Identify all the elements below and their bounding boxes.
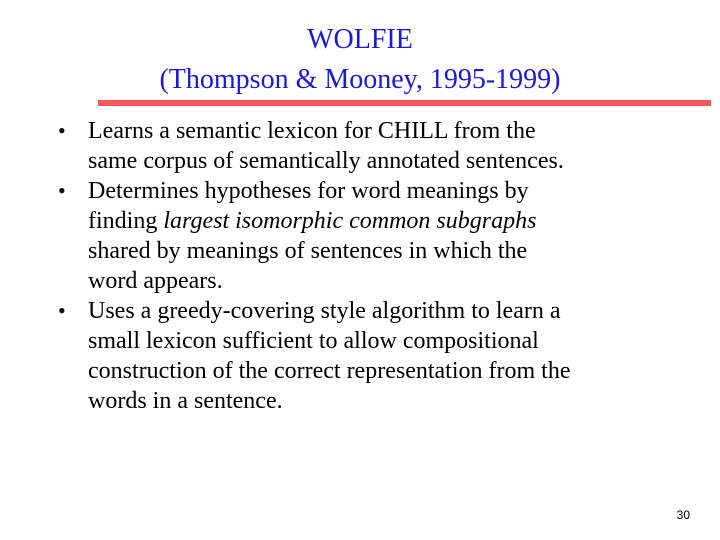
bullet-3-line-4: words in a sentence. — [88, 388, 283, 414]
bullet-icon: • — [58, 118, 66, 143]
bullet-icon: • — [58, 298, 66, 323]
bullet-2-line-4: word appears. — [88, 268, 223, 294]
bullet-item-2 — [56, 176, 696, 296]
bullet-2-line-2-prefix: finding — [88, 208, 164, 234]
bullet-1-line-2: same corpus of semantically annotated sentences. — [88, 148, 564, 174]
bullet-list — [56, 116, 696, 416]
bullet-3-line-3: construction of the correct representation from the — [88, 358, 571, 384]
slide-title — [0, 20, 720, 100]
bullet-2-line-2 — [88, 206, 696, 236]
bullet-3-line-2: small lexicon sufficient to allow compositional — [88, 328, 539, 354]
bullet-item-3 — [56, 296, 696, 416]
bullet-item-1 — [56, 116, 696, 176]
bullet-1-line-1: Learns a semantic lexicon for CHILL from the — [88, 118, 536, 144]
bullet-2-line-1: Determines hypotheses for word meanings by — [88, 178, 529, 204]
page-number: 30 — [676, 508, 690, 522]
bullet-icon: • — [58, 178, 66, 203]
bullet-3-line-1: Uses a greedy-covering style algorithm to learn a — [88, 298, 561, 324]
title-divider — [98, 100, 711, 106]
bullet-2-line-3: shared by meanings of sentences in which the — [88, 238, 528, 264]
title-line-2: (Thompson & Mooney, 1995-1999) — [159, 64, 561, 95]
bullet-2-emphasis: largest isomorphic common subgraphs — [163, 208, 537, 234]
title-line-1: WOLFIE — [307, 24, 413, 55]
